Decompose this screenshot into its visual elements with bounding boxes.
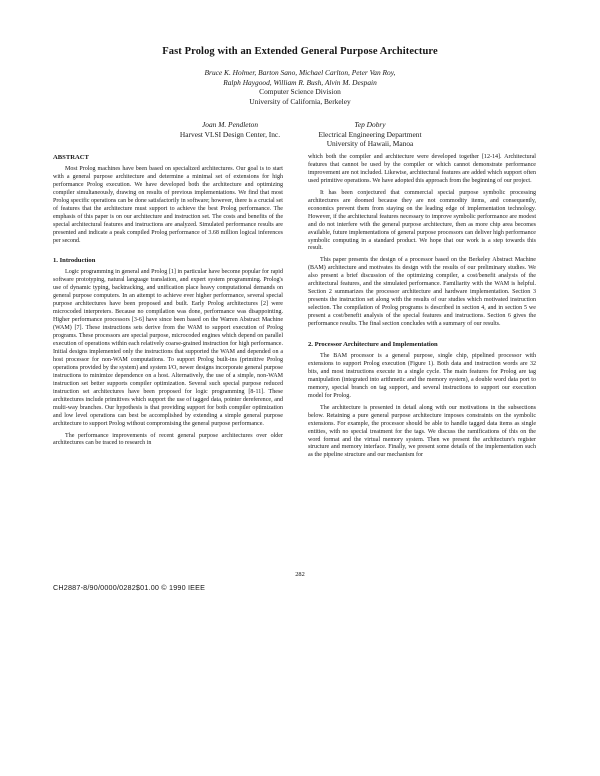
author-block (150, 68, 450, 106)
right-paragraph-0: which both the compiler and architecture were developed together [12-14]. Architectural features that cannot be used by the compiler or which cannot demonstrate performance improvement are not included. Likewise, architectural features are added which support often used primitive operations. We have adopted this approach from the beginning of our project. (308, 154, 536, 184)
introduction-heading: 1. Introduction (53, 257, 96, 265)
affiliation-line-1: Computer Science Division (259, 87, 341, 97)
right-paragraph-1: It has been conjectured that commercial special purpose symbolic processing architectures are doomed because they are not commodity items, and consequently, economics prevent them from staying on the leading edge of implementation technology. However, if the architectural features necessary to improve symbolic performance are modest and do not interfere with the general purpose architecture, then as more chip area becomes available, future implementations of general purpose processors can deliver high performance symbolic computing in a standard product. We hope that our work is a step towards this result. (308, 189, 536, 252)
author-left-name: Joan M. Pendleton (201, 120, 259, 129)
section-2-heading: 2. Processor Architecture and Implementation (308, 341, 438, 349)
abstract-text: Most Prolog machines have been based on specialized architectures. Our goal is to start with a general purpose architecture and determine a minimal set of extensions for high performance Prolog execution. We have developed both the architecture and optimizing compiler simultaneously, drawing on results of previous implementations. We find that most Prolog specific operations can be done satisfactorily in software; however, there is a crucial set of features that the architecture must support to achieve the best Prolog performance. The emphasis of this paper is on our architecture and instruction set. The costs and benefits of the special architectural features and instructions are analyzed. Simulated performance results are presented and indicate a peak compiled Prolog performance of 3.68 million logical inferences per second. (53, 165, 283, 244)
abstract-heading: ABSTRACT (53, 154, 89, 161)
paper-title: Fast Prolog with an Extended General Purpose Architecture (162, 46, 438, 57)
introduction-paragraph-2: The performance improvements of recent general purpose architectures over older architectures can be traced to research in (53, 432, 283, 447)
author-left-affiliation: Harvest VLSI Design Center, Inc. (179, 129, 281, 139)
right-paragraph-3: The BAM processor is a general purpose, single chip, pipelined processor with extensions to support Prolog execution (Figure 1). Both data and instruction words are 32 bits, and most instructions execute in a single cycle. The main features for Prolog are tag manipulation (integrated into arithmetic and the memory system), a double word data port to memory, special branch on tag support, and several instructions to support our execution model for Prolog. (308, 352, 536, 399)
page-number: 282 (295, 571, 305, 578)
right-column (308, 154, 536, 464)
left-column (53, 154, 283, 452)
copyright-line: CH2887-8/90/0000/0282$01.00 © 1990 IEEE (53, 583, 206, 592)
author-right-affiliation-1: Electrical Engineering Department (318, 129, 422, 139)
affiliation-line-2: University of California, Berkeley (249, 96, 351, 106)
authors-line-1: Bruce K. Holmer, Barton Sano, Michael Carlton, Peter Van Roy, (204, 68, 396, 77)
author-left (150, 120, 310, 139)
introduction-paragraph-1: Logic programming in general and Prolog [1] in particular have become popular for rapid software prototyping, natural language translation, and expert system programming. Prolog's use of dynamic typing, backtracking, and unification place heavy computational demands on general purpose computers. In an attempt to achieve ever higher performance, several special purpose architectures have been proposed and built. Early Prolog architectures [2] were microcoded interpreters. Because no compilation was done, performance was disappointing. Higher performance processors [3-6] have since been based on the Warren Abstract Machine (WAM) [7]. These instructions sets derive from the WAM to support execution of Prolog programs. These processors are special purpose, microcoded engines which depend on parallel execution of operations within each relatively coarse-grained instruction for high performance. Initial designs implemented only the instructions that supported the WAM and depended on a host processor for non-WAM computations. To support Prolog built-ins (primitive Prolog operations provided by the system) and system I/O, newer designs incorporate general purpose instructions to minimize dependence on a host. Alternatively, the use of a simple, non-WAM instruction set better supports compiler optimization. Several such special purpose reduced instruction set architectures have been proposed for logic programming [8-11]. These architectures include primitives which support the use of tagged data, pointer dereference, and multi-way branches. Our hypothesis is that providing support for both compiler optimization and low level operations can best be accomplished by extending a simple general purpose architecture to support Prolog without compromising the general purpose performance. (53, 269, 283, 427)
author-right-affiliation-2: University of Hawaii, Manoa (326, 139, 414, 149)
right-paragraph-4: The architecture is presented in detail along with our motivations in the subsections below. Retaining a pure general purpose architecture imposes constraints on the symbolic extensions. For example, the processor should be able to handle tagged data items as single entities, with no special treatment for the tags. We discuss the ramifications of this on the word format and the virtual memory system. Then we present the architecture's register structure and memory interface. Finally, we present some details of the implementation such as the pipeline structure and our mechanism for (308, 404, 536, 459)
author-right (305, 120, 435, 149)
authors-line-2: Ralph Haygood, William R. Bush, Alvin M. Despain (223, 77, 377, 87)
right-paragraph-2: This paper presents the design of a processor based on the Berkeley Abstract Machine (BAM) architecture and motivates its design with the results of our preliminary studies. We also present a brief discussion of the optimizing compiler, a cost/benefit analysis of the architectural features, and the simulated performance. Familiarity with the WAM is helpful. Section 2 summarizes the processor architecture and hardware implementation. Section 3 presents the instruction set along with the results of our studies which motivated instruction selection. The compilation of Prolog programs is described in section 4, and in section 5 we present a cost/benefit analysis of the special features and instructions. Section 6 gives the performance results. The final section concludes with a summary of our results. (308, 257, 536, 328)
author-right-name: Tep Dobry (354, 120, 386, 129)
